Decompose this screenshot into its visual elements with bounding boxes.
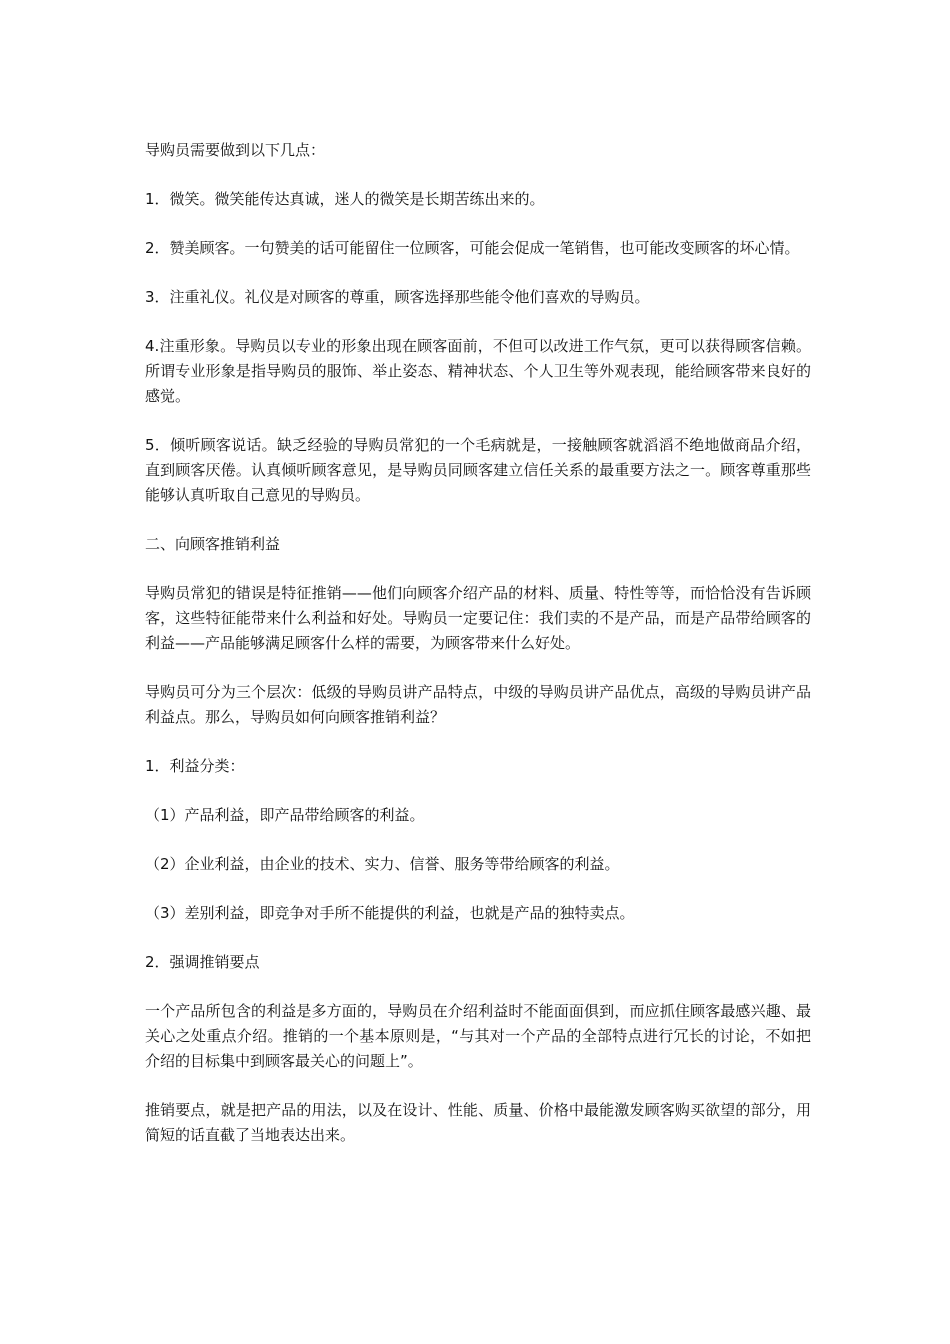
point-praise-customer: 2．赞美顾客。一句赞美的话可能留住一位顾客，可能会促成一笔销售，也可能改变顾客的坏心情。 xyxy=(145,239,800,257)
section-heading-benefits: 二、向顾客推销利益 xyxy=(145,535,281,553)
point-etiquette: 3．注重礼仪。礼仪是对顾客的尊重，顾客选择那些能令他们喜欢的导购员。 xyxy=(145,288,650,306)
levels-paragraph: 导购员可分为三个层次：低级的导购员讲产品特点，中级的导购员讲产品优点，高级的导购员讲产品利益点。那么，导购员如何向顾客推销利益？ xyxy=(145,683,811,726)
intro-paragraph: 导购员需要做到以下几点： xyxy=(145,141,326,159)
benefit-company: （2）企业利益，由企业的技术、实力、信誉、服务等带给顾客的利益。 xyxy=(145,855,620,873)
point-smile: 1．微笑。微笑能传达真诚，迷人的微笑是长期苦练出来的。 xyxy=(145,190,545,208)
benefit-product: （1）产品利益，即产品带给顾客的利益。 xyxy=(145,806,425,824)
selling-points-definition: 推销要点，就是把产品的用法，以及在设计、性能、质量、价格中最能激发顾客购买欲望的部分，用简短的话直截了当地表达出来。 xyxy=(145,1101,811,1144)
point-image: 4.注重形象。导购员以专业的形象出现在顾客面前，不但可以改进工作气氛，更可以获得顾客信赖。所谓专业形象是指导购员的服饰、举止姿态、精神状态、个人卫生等外观表现，能给顾客带来良好的感觉。 xyxy=(145,337,811,405)
benefit-difference: （3）差别利益，即竞争对手所不能提供的利益，也就是产品的独特卖点。 xyxy=(145,904,635,922)
point-listen: 5．倾听顾客说话。缺乏经验的导购员常犯的一个毛病就是，一接触顾客就滔滔不绝地做商品介绍，直到顾客厌倦。认真倾听顾客意见，是导购员同顾客建立信任关系的最重要方法之一。顾客尊重那些能够认真听取自己意见的导购员。 xyxy=(145,436,811,504)
selling-points-paragraph: 一个产品所包含的利益是多方面的，导购员在介绍利益时不能面面俱到，而应抓住顾客最感兴趣、最关心之处重点介绍。推销的一个基本原则是，“与其对一个产品的全部特点进行冗长的讨论，不如把介绍的目标集中到顾客最关心的问题上”。 xyxy=(145,1002,811,1070)
benefit-classification-heading: 1．利益分类： xyxy=(145,757,245,775)
feature-selling-paragraph: 导购员常犯的错误是特征推销——他们向顾客介绍产品的材料、质量、特性等等，而恰恰没有告诉顾客，这些特征能带来什么利益和好处。导购员一定要记住：我们卖的不是产品，而是产品带给顾客的利益——产品能够满足顾客什么样的需要，为顾客带来什么好处。 xyxy=(145,584,811,652)
document-body xyxy=(145,138,811,1172)
selling-points-heading: 2．强调推销要点 xyxy=(145,953,260,971)
